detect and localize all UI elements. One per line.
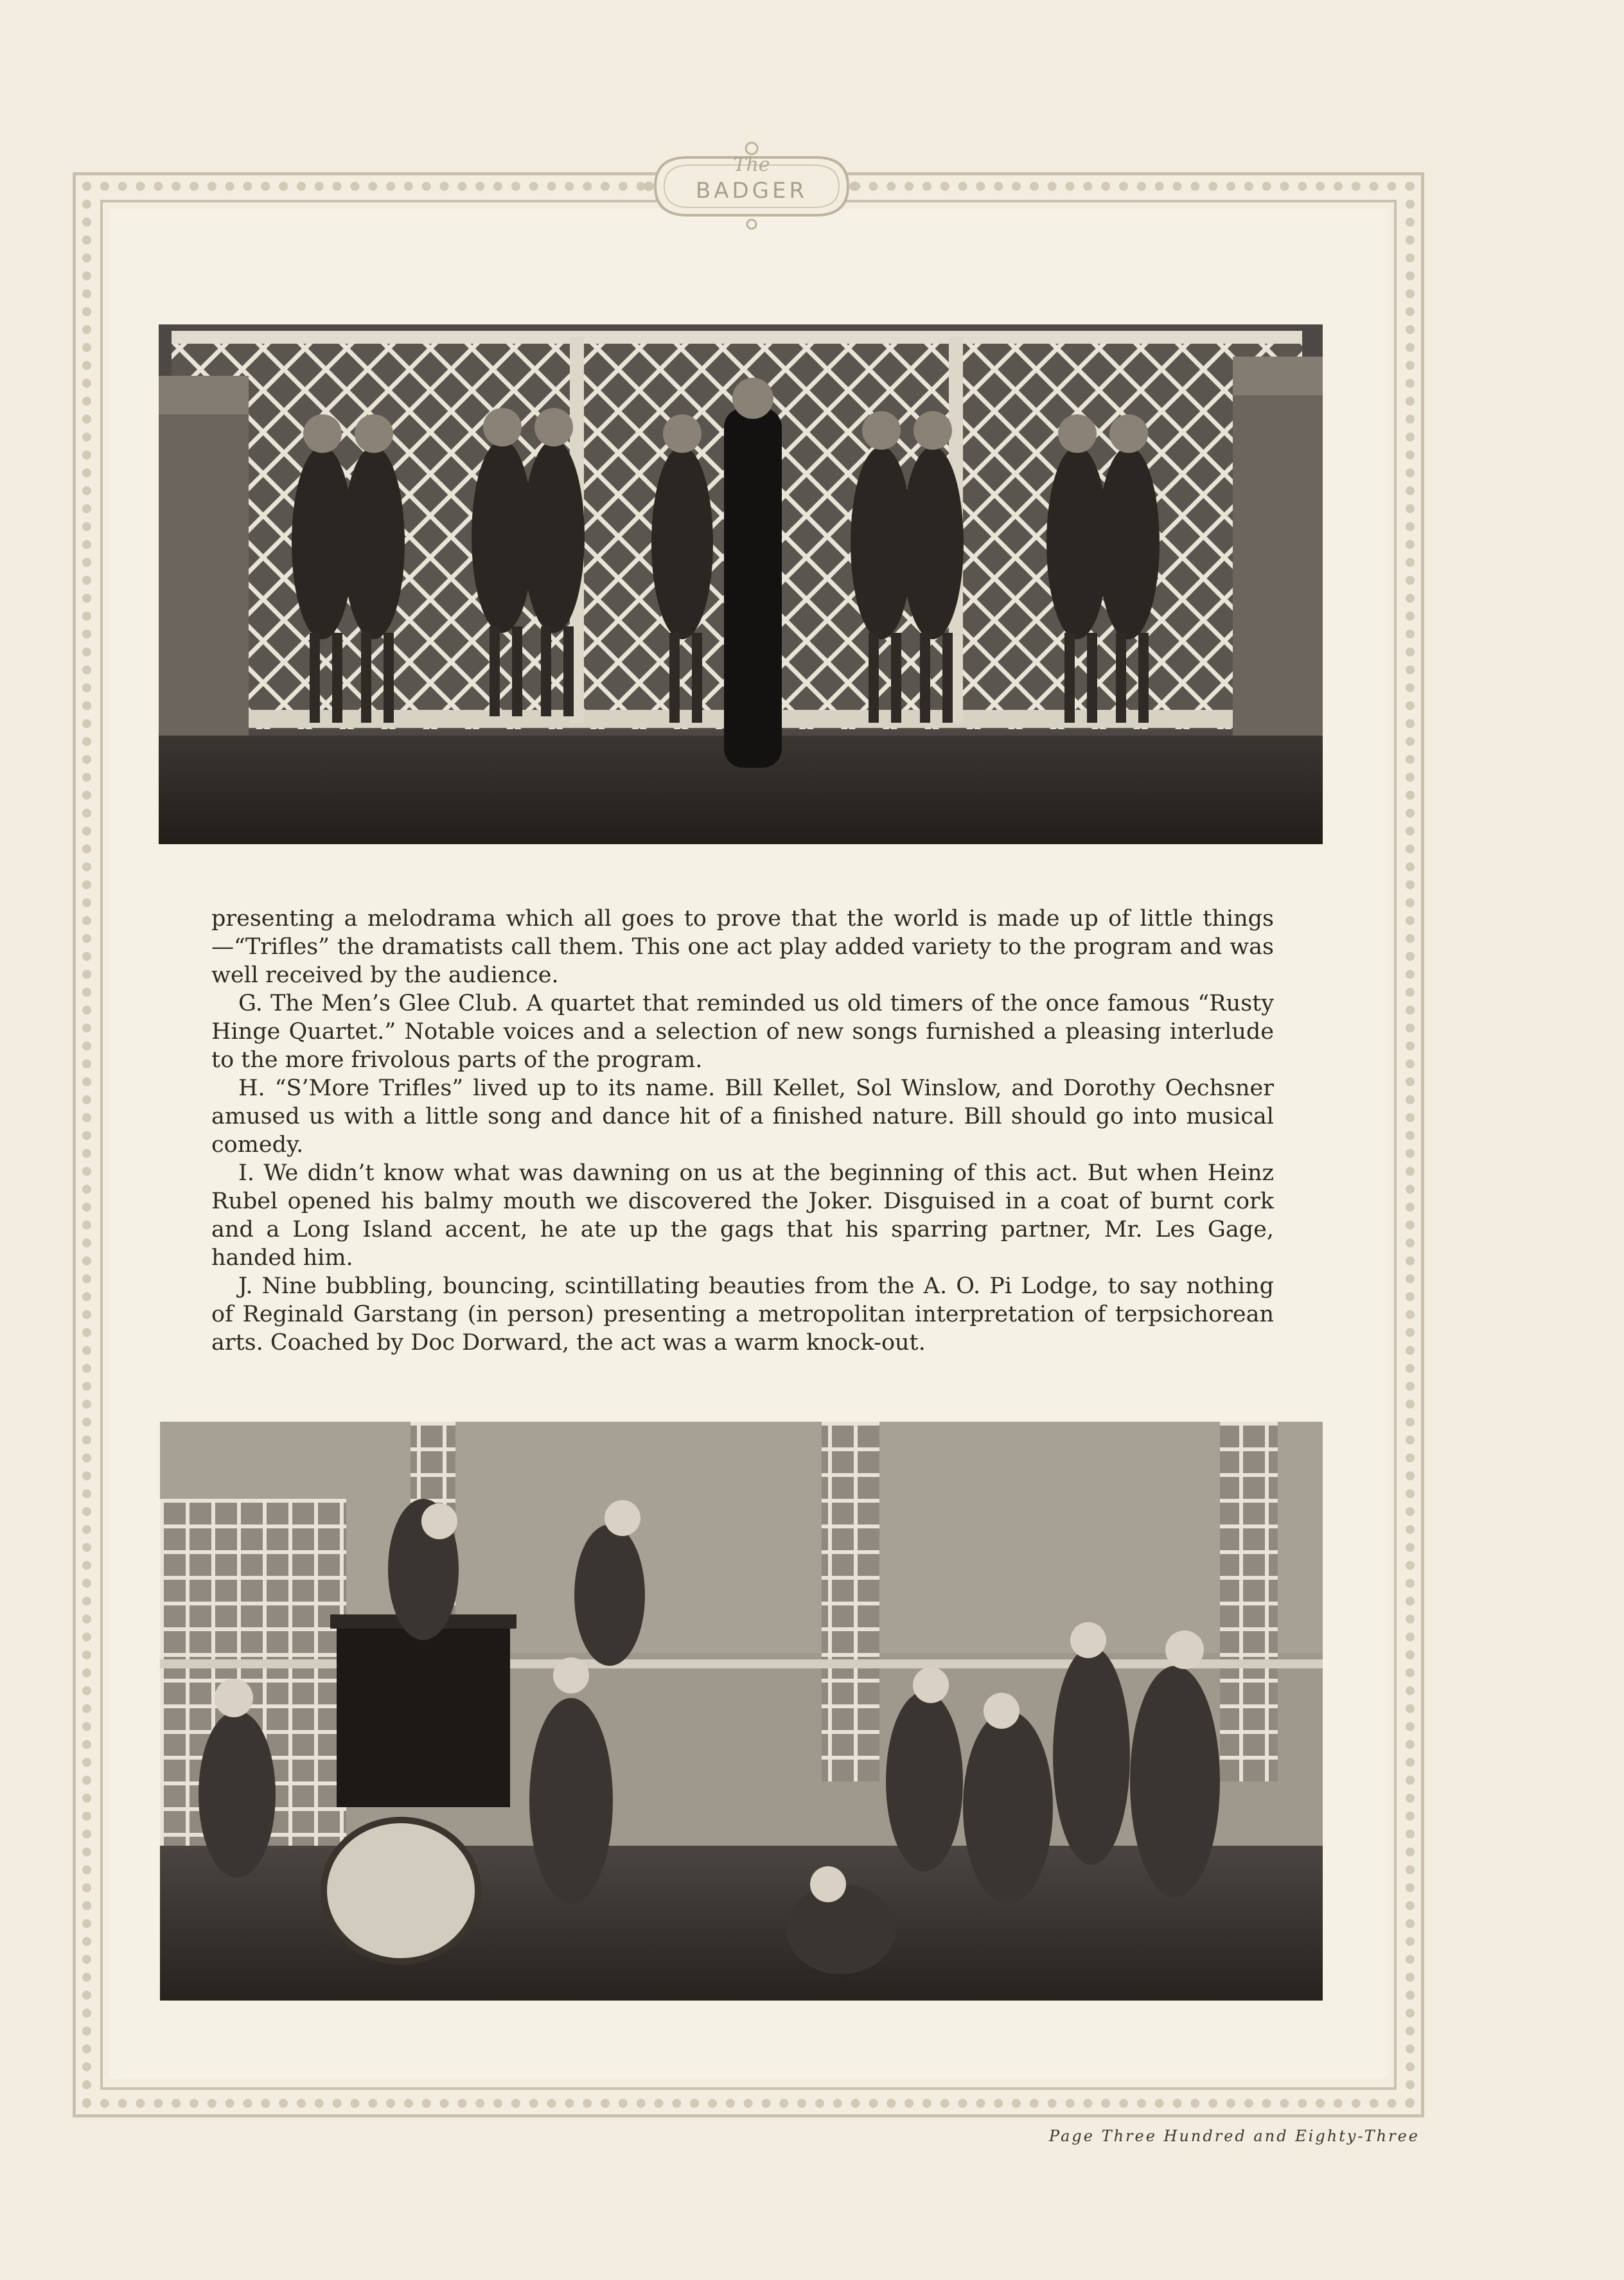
paragraph-aopi: J. Nine bubbling, bouncing, scintillating beauties from the A. O. Pi Lodge, to say nothing of Reginald Garstang (in person) presenting a metropolitan interpretation of terpsichorean arts. Coached by Doc Dorward, the act was a warm knock-out. bbox=[211, 1273, 1274, 1356]
paragraph-joker: I. We didn’t know what was dawning on us at the beginning of this act. But when Heinz Rubel opened his balmy mouth we discovered the Joker. Disguised in a coat of burnt cork and a Long Island accent, he ate up the gags that his sparring partner, Mr. Les Gage, handed him. bbox=[211, 1160, 1274, 1271]
badger-header-ornament bbox=[642, 138, 861, 234]
paragraph-smore-trifles: H. “S’More Trifles” lived up to its name. Bill Kellet, Sol Winslow, and Dorothy Oechsner amused us with a little song and dance hit of a finished nature. Bill should go into musical comedy. bbox=[211, 1075, 1274, 1158]
chorus-photo-illustration bbox=[159, 324, 1323, 844]
paragraph-glee-club: G. The Men’s Glee Club. A quartet that reminded us old timers of the once famous “Rusty Hinge Quartet.” Notable voices and a selection of new songs furnished a pleasing interlude to the more frivolous parts of the program. bbox=[211, 991, 1274, 1073]
chorus-line-photo bbox=[159, 324, 1323, 844]
badge-the-text: The bbox=[733, 154, 770, 176]
page-number-footer: Page Three Hundred and Eighty-Three bbox=[1049, 2127, 1420, 2145]
band-act-photo bbox=[160, 1422, 1323, 2001]
badge-title: BADGER bbox=[695, 178, 808, 204]
article-body bbox=[211, 905, 1274, 1357]
paragraph-trifles: presenting a melodrama which all goes to prove that the world is made up of little things—“Trifles” the dramatists call them. This one act play added variety to the program and was well received by the audience. bbox=[211, 906, 1274, 988]
band-photo-illustration bbox=[160, 1422, 1323, 2001]
